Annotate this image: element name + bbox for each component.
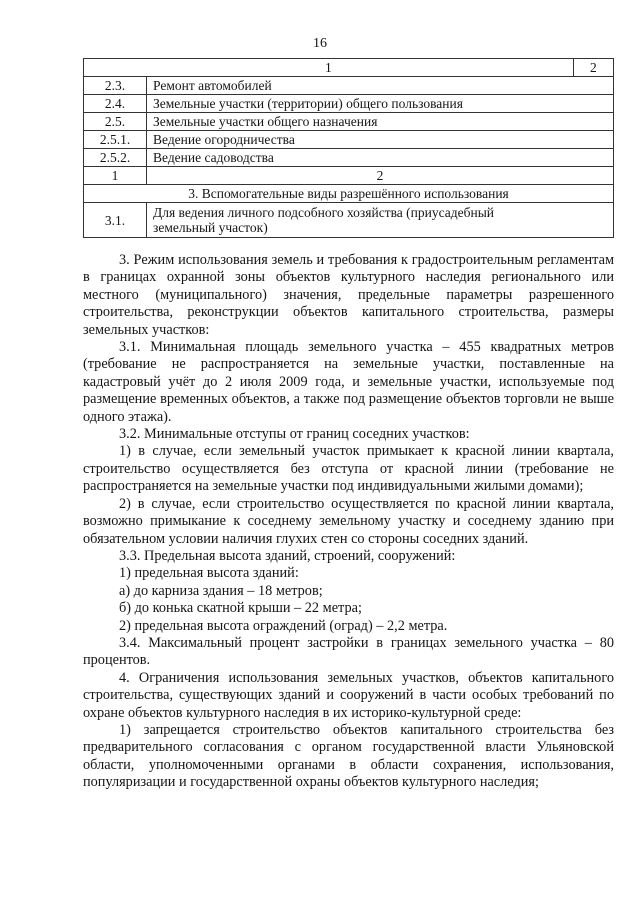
use-description <box>147 203 614 238</box>
table-section-row <box>84 185 614 203</box>
use-description: Земельные участки (территории) общего пользования <box>147 95 614 113</box>
land-use-table <box>83 58 614 238</box>
table-row <box>84 95 614 113</box>
use-description-line: земельный участок) <box>153 220 268 235</box>
use-code: 2.3. <box>84 77 147 95</box>
header-cell: 1 <box>84 59 574 77</box>
section-title: 3. Вспомогательные виды разрешённого использования <box>84 185 614 203</box>
header-cell: 1 <box>84 167 147 185</box>
page-number: 16 <box>313 36 327 51</box>
paragraph: а) до карниза здания – 18 метров; <box>119 582 323 599</box>
header-cell: 2 <box>573 59 613 77</box>
paragraph: 1) предельная высота зданий: <box>119 565 299 582</box>
table-header-row <box>84 59 614 77</box>
table-header-row <box>84 167 614 185</box>
paragraph: 3.1. Минимальная площадь земельного участка – 455 квадратных метров (требование не распространяется на земельные участки, поставленные на кадастровый учёт до 2 июля 2009 года, и земельные участки, используемые под размещение временных объектов, а также под размещение объектов торговли не выше одного этажа). <box>83 339 614 425</box>
use-description: Земельные участки общего назначения <box>147 113 614 131</box>
use-code: 2.4. <box>84 95 147 113</box>
paragraph: 2) предельная высота ограждений (оград) – 2,2 метра. <box>119 617 448 634</box>
paragraph: 1) в случае, если земельный участок примыкает к красной линии квартала, строительство осуществляется без отступа от красной линии (требование не распространяется на земельные участки под индивидуальными жилыми домами); <box>83 443 614 495</box>
table-row <box>84 113 614 131</box>
paragraph: 3. Режим использования земель и требования к градостроительным регламентам в границах охранной зоны объектов культурного наследия регионального или местного (муниципального) значения, предельные параметры разрешенного строительства, реконструкции объектов капитального строительства, размеры земельных участков: <box>83 252 614 338</box>
paragraph: 2) в случае, если строительство осуществляется по красной линии квартала, возможно примыкание к соседнему земельному участку и соседнему зданию при обязательном условии наличия глухих стен со стороны соседних зданий. <box>83 495 614 547</box>
paragraph: 3.4. Максимальный процент застройки в границах земельного участка – 80 процентов. <box>83 634 614 669</box>
use-code: 2.5.1. <box>84 131 147 149</box>
table-row <box>84 77 614 95</box>
use-description: Ведение огородничества <box>147 131 614 149</box>
use-code: 2.5.2. <box>84 149 147 167</box>
document-body <box>83 252 614 792</box>
use-code: 2.5. <box>84 113 147 131</box>
paragraph: 3.2. Минимальные отступы от границ соседних участков: <box>119 426 470 443</box>
use-description: Ремонт автомобилей <box>147 77 614 95</box>
paragraph: 4. Ограничения использования земельных участков, объектов капитального строительства, существующих зданий и сооружений в части особых требований по охране объектов культурного наследия в их историко-культурной среде: <box>83 669 614 721</box>
table-row <box>84 131 614 149</box>
use-code: 3.1. <box>84 203 147 238</box>
header-cell: 2 <box>147 167 614 185</box>
use-description-line: Для ведения личного подсобного хозяйства (приусадебный <box>153 205 495 220</box>
use-description: Ведение садоводства <box>147 149 614 167</box>
paragraph: 3.3. Предельная высота зданий, строений, сооружений: <box>119 547 456 564</box>
table-row <box>84 203 614 238</box>
paragraph: 1) запрещается строительство объектов капитального строительства без предварительного согласования с органом государственной власти Ульяновской области, уполномоченными органами в области сохранения, использования, популяризации и государственной охраны объектов культурного наследия; <box>83 721 614 791</box>
table-row <box>84 149 614 167</box>
paragraph: б) до конька скатной крыши – 22 метра; <box>119 600 362 617</box>
